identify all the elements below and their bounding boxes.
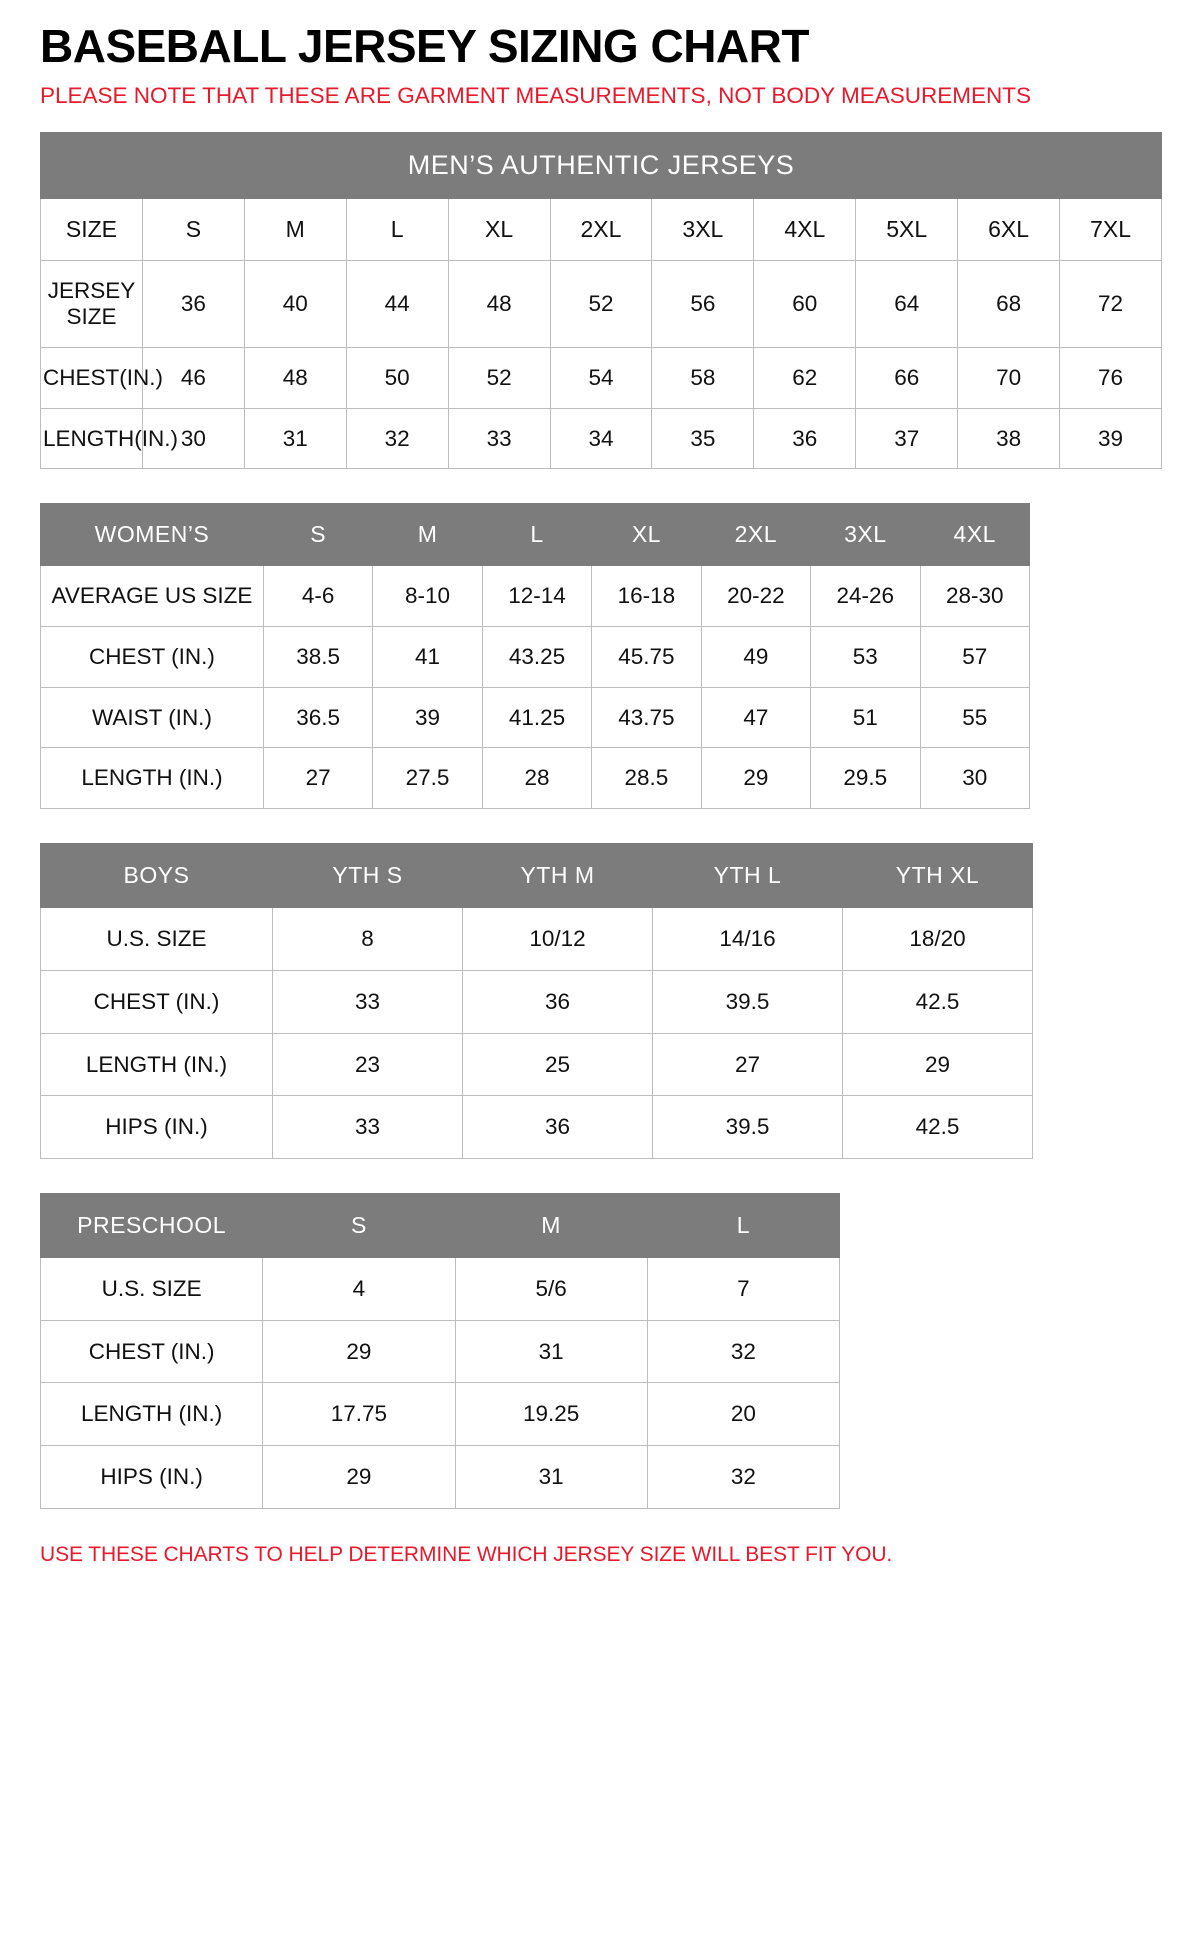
boys-header-row <box>41 844 1033 907</box>
womens-waist-4xl: 55 <box>920 687 1029 748</box>
garment-measurement-note: PLEASE NOTE THAT THESE ARE GARMENT MEASUREMENTS, NOT BODY MEASUREMENTS <box>40 83 1032 109</box>
mens-size-3xl: 3XL <box>652 199 754 260</box>
preschool-header-row <box>41 1194 840 1257</box>
preschool-size-l: L <box>647 1194 839 1257</box>
boys-hips-yth-xl: 42.5 <box>843 1096 1033 1159</box>
table-row <box>41 1257 840 1320</box>
boys-us-size-yth-s: 8 <box>273 907 463 970</box>
table-row <box>41 347 1162 408</box>
mens-size-6xl: 6XL <box>958 199 1060 260</box>
mens-length-s: 30 <box>142 408 244 469</box>
mens-jersey-size-l: 44 <box>346 260 448 347</box>
mens-size-5xl: 5XL <box>856 199 958 260</box>
mens-length-5xl: 37 <box>856 408 958 469</box>
boys-us-size-yth-l: 14/16 <box>653 907 843 970</box>
preschool-sizing-table <box>40 1193 840 1509</box>
boys-length-yth-s: 23 <box>273 1033 463 1096</box>
footer-note: USE THESE CHARTS TO HELP DETERMINE WHICH JERSEY SIZE WILL BEST FIT YOU. <box>40 1543 893 1567</box>
mens-size-s: S <box>142 199 244 260</box>
mens-jersey-size-7xl: 72 <box>1060 260 1162 347</box>
mens-size-7xl: 7XL <box>1060 199 1162 260</box>
boys-length-yth-l: 27 <box>653 1033 843 1096</box>
boys-length-yth-xl: 29 <box>843 1033 1033 1096</box>
womens-length-l: 28 <box>482 748 591 809</box>
mens-row-label-chest: CHEST(IN.) <box>41 347 143 408</box>
boys-us-size-yth-xl: 18/20 <box>843 907 1033 970</box>
table-row <box>41 1446 840 1509</box>
table-row <box>41 1033 1033 1096</box>
mens-chest-2xl: 54 <box>550 347 652 408</box>
preschool-chest-m: 31 <box>455 1320 647 1383</box>
womens-us-size-m: 8-10 <box>373 565 482 626</box>
womens-chest-3xl: 53 <box>811 626 920 687</box>
womens-length-xl: 28.5 <box>592 748 701 809</box>
mens-size-l: L <box>346 199 448 260</box>
boys-us-size-yth-m: 10/12 <box>463 907 653 970</box>
mens-chest-6xl: 70 <box>958 347 1060 408</box>
womens-size-xl: XL <box>592 504 701 565</box>
boys-size-yth-xl: YTH XL <box>843 844 1033 907</box>
womens-length-2xl: 29 <box>701 748 810 809</box>
mens-jersey-size-xl: 48 <box>448 260 550 347</box>
table-row <box>41 1383 840 1446</box>
womens-waist-s: 36.5 <box>263 687 372 748</box>
womens-chest-4xl: 57 <box>920 626 1029 687</box>
mens-chest-3xl: 58 <box>652 347 754 408</box>
mens-jersey-size-2xl: 52 <box>550 260 652 347</box>
boys-chest-yth-xl: 42.5 <box>843 970 1033 1033</box>
table-row <box>41 1096 1033 1159</box>
womens-sizing-table <box>40 503 1030 809</box>
preschool-us-size-s: 4 <box>263 1257 455 1320</box>
womens-us-size-3xl: 24-26 <box>811 565 920 626</box>
womens-size-l: L <box>482 504 591 565</box>
mens-size-2xl: 2XL <box>550 199 652 260</box>
womens-us-size-s: 4-6 <box>263 565 372 626</box>
mens-size-m: M <box>244 199 346 260</box>
womens-header-row <box>41 504 1030 565</box>
womens-length-m: 27.5 <box>373 748 482 809</box>
preschool-header-label: PRESCHOOL <box>41 1194 263 1257</box>
preschool-chest-l: 32 <box>647 1320 839 1383</box>
mens-length-7xl: 39 <box>1060 408 1162 469</box>
womens-row-label-waist: WAIST (IN.) <box>41 687 264 748</box>
womens-chest-s: 38.5 <box>263 626 372 687</box>
table-row <box>41 408 1162 469</box>
preschool-length-l: 20 <box>647 1383 839 1446</box>
mens-banner-label: MEN’S AUTHENTIC JERSEYS <box>41 133 1162 199</box>
table-row <box>41 907 1033 970</box>
mens-jersey-size-m: 40 <box>244 260 346 347</box>
womens-chest-m: 41 <box>373 626 482 687</box>
womens-row-label-length: LENGTH (IN.) <box>41 748 264 809</box>
mens-row-label-length: LENGTH(IN.) <box>41 408 143 469</box>
womens-waist-2xl: 47 <box>701 687 810 748</box>
mens-chest-m: 48 <box>244 347 346 408</box>
womens-chest-l: 43.25 <box>482 626 591 687</box>
womens-chest-2xl: 49 <box>701 626 810 687</box>
boys-header-label: BOYS <box>41 844 273 907</box>
womens-length-4xl: 30 <box>920 748 1029 809</box>
womens-size-2xl: 2XL <box>701 504 810 565</box>
mens-length-m: 31 <box>244 408 346 469</box>
table-row <box>41 748 1030 809</box>
womens-us-size-l: 12-14 <box>482 565 591 626</box>
boys-row-label-chest: CHEST (IN.) <box>41 970 273 1033</box>
mens-jersey-size-5xl: 64 <box>856 260 958 347</box>
mens-length-6xl: 38 <box>958 408 1060 469</box>
womens-waist-xl: 43.75 <box>592 687 701 748</box>
womens-size-4xl: 4XL <box>920 504 1029 565</box>
mens-chest-5xl: 66 <box>856 347 958 408</box>
boys-size-yth-m: YTH M <box>463 844 653 907</box>
womens-size-s: S <box>263 504 372 565</box>
womens-us-size-4xl: 28-30 <box>920 565 1029 626</box>
preschool-us-size-m: 5/6 <box>455 1257 647 1320</box>
page-title: BASEBALL JERSEY SIZING CHART <box>40 20 809 72</box>
boys-chest-yth-s: 33 <box>273 970 463 1033</box>
womens-waist-m: 39 <box>373 687 482 748</box>
boys-hips-yth-m: 36 <box>463 1096 653 1159</box>
table-row <box>41 970 1033 1033</box>
preschool-row-label-hips: HIPS (IN.) <box>41 1446 263 1509</box>
mens-size-4xl: 4XL <box>754 199 856 260</box>
preschool-length-m: 19.25 <box>455 1383 647 1446</box>
preschool-chest-s: 29 <box>263 1320 455 1383</box>
boys-row-label-hips: HIPS (IN.) <box>41 1096 273 1159</box>
mens-row-label-jersey-size: JERSEY SIZE <box>41 260 143 347</box>
mens-banner-row <box>41 133 1162 199</box>
preschool-size-s: S <box>263 1194 455 1257</box>
mens-length-l: 32 <box>346 408 448 469</box>
table-row <box>41 565 1030 626</box>
preschool-size-m: M <box>455 1194 647 1257</box>
mens-sizing-table <box>40 132 1162 469</box>
boys-size-yth-l: YTH L <box>653 844 843 907</box>
mens-jersey-size-4xl: 60 <box>754 260 856 347</box>
womens-size-3xl: 3XL <box>811 504 920 565</box>
mens-chest-l: 50 <box>346 347 448 408</box>
mens-size-header-row <box>41 199 1162 260</box>
womens-row-label-average-us-size: AVERAGE US SIZE <box>41 565 264 626</box>
mens-length-3xl: 35 <box>652 408 754 469</box>
preschool-hips-s: 29 <box>263 1446 455 1509</box>
preschool-row-label-length: LENGTH (IN.) <box>41 1383 263 1446</box>
womens-waist-3xl: 51 <box>811 687 920 748</box>
boys-length-yth-m: 25 <box>463 1033 653 1096</box>
mens-length-xl: 33 <box>448 408 550 469</box>
womens-us-size-2xl: 20-22 <box>701 565 810 626</box>
mens-chest-7xl: 76 <box>1060 347 1162 408</box>
preschool-row-label-us-size: U.S. SIZE <box>41 1257 263 1320</box>
womens-us-size-xl: 16-18 <box>592 565 701 626</box>
mens-size-label: SIZE <box>41 199 143 260</box>
mens-length-2xl: 34 <box>550 408 652 469</box>
womens-header-label: WOMEN’S <box>41 504 264 565</box>
preschool-row-label-chest: CHEST (IN.) <box>41 1320 263 1383</box>
boys-row-label-us-size: U.S. SIZE <box>41 907 273 970</box>
preschool-hips-l: 32 <box>647 1446 839 1509</box>
womens-row-label-chest: CHEST (IN.) <box>41 626 264 687</box>
mens-chest-4xl: 62 <box>754 347 856 408</box>
boys-row-label-length: LENGTH (IN.) <box>41 1033 273 1096</box>
mens-jersey-size-3xl: 56 <box>652 260 754 347</box>
womens-chest-xl: 45.75 <box>592 626 701 687</box>
boys-sizing-table <box>40 843 1033 1159</box>
table-row <box>41 1320 840 1383</box>
boys-hips-yth-l: 39.5 <box>653 1096 843 1159</box>
boys-size-yth-s: YTH S <box>273 844 463 907</box>
table-row <box>41 260 1162 347</box>
boys-chest-yth-m: 36 <box>463 970 653 1033</box>
boys-chest-yth-l: 39.5 <box>653 970 843 1033</box>
table-row <box>41 687 1030 748</box>
womens-length-3xl: 29.5 <box>811 748 920 809</box>
mens-jersey-size-s: 36 <box>142 260 244 347</box>
mens-length-4xl: 36 <box>754 408 856 469</box>
preschool-us-size-l: 7 <box>647 1257 839 1320</box>
womens-size-m: M <box>373 504 482 565</box>
mens-size-xl: XL <box>448 199 550 260</box>
mens-chest-s: 46 <box>142 347 244 408</box>
mens-jersey-size-6xl: 68 <box>958 260 1060 347</box>
table-row <box>41 626 1030 687</box>
preschool-hips-m: 31 <box>455 1446 647 1509</box>
preschool-length-s: 17.75 <box>263 1383 455 1446</box>
womens-waist-l: 41.25 <box>482 687 591 748</box>
mens-chest-xl: 52 <box>448 347 550 408</box>
womens-length-s: 27 <box>263 748 372 809</box>
boys-hips-yth-s: 33 <box>273 1096 463 1159</box>
